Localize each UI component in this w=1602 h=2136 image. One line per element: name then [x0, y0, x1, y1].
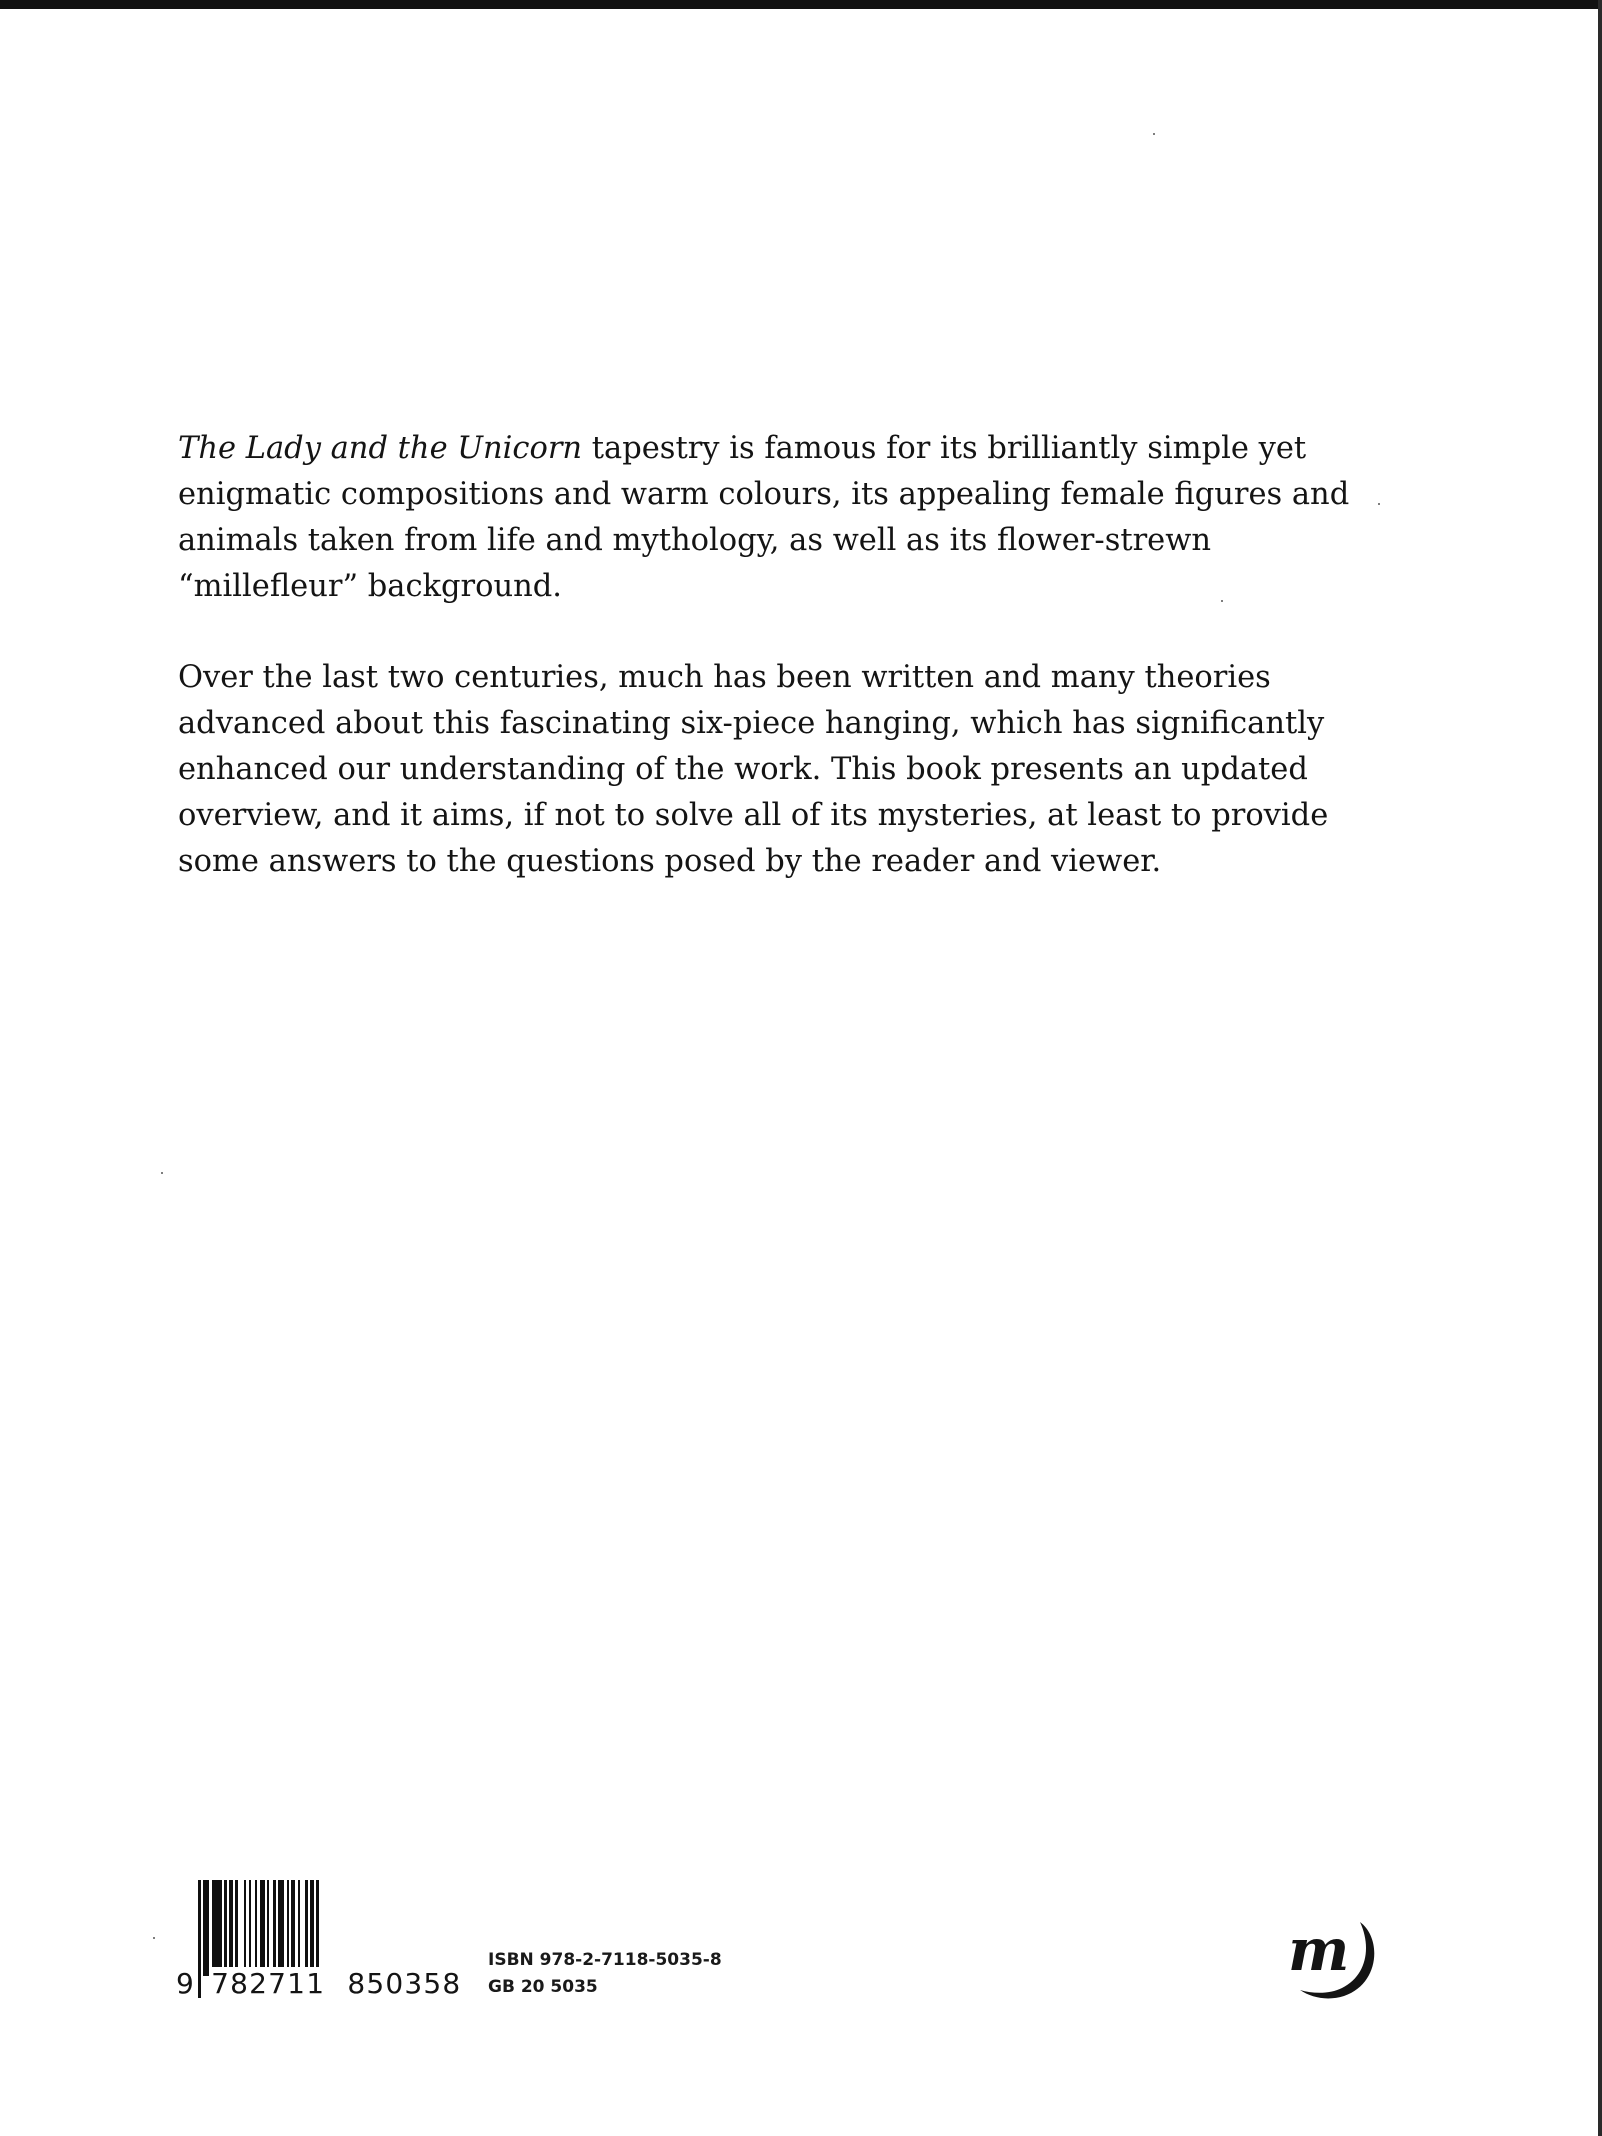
barcode-bar: [212, 1880, 222, 1976]
barcode-bar: [267, 1880, 269, 1976]
barcode-bar: [291, 1880, 295, 1976]
scan-speck: [161, 1172, 163, 1174]
barcode-bar: [298, 1880, 300, 1976]
barcode-bar: [273, 1880, 276, 1976]
barcode-bar: [229, 1880, 233, 1976]
barcode-bar: [224, 1880, 227, 1976]
barcode-bar: [255, 1880, 257, 1976]
barcode-bar: [235, 1880, 238, 1976]
barcode-bar: [244, 1880, 246, 1976]
blurb-paragraph-2: Over the last two centuries, much has been written and many theories advanced about this fascinating six-piece hanging, which has significantly enhanced our understanding of the work. This book presents an updated overview, and it aims, if not to solve all of its mysteries, at least to provide some answers to the questions posed by the reader and viewer.: [178, 660, 1329, 879]
right-edge-rule: [1598, 0, 1602, 2136]
catalogue-code: GB 20 5035: [488, 1977, 598, 1997]
barcode-bar: [305, 1880, 308, 1976]
barcode: [176, 1880, 466, 2002]
barcode-digits: [176, 1968, 466, 2000]
back-cover-blurb: [178, 426, 1360, 930]
publisher-logo-icon: [1284, 1912, 1380, 2004]
barcode-digit-group-2: 850358: [347, 1967, 462, 2000]
isbn-number: ISBN 978-2-7118-5035-8: [488, 1950, 722, 1970]
barcode-bar: [278, 1880, 284, 1976]
barcode-digit-group-1: 782711: [211, 1967, 326, 2000]
isbn-block: [488, 1947, 722, 2001]
barcode-bar: [203, 1880, 209, 1976]
top-edge-rule: [0, 0, 1602, 9]
book-title-italic: The Lady and the Unicorn: [178, 431, 583, 466]
scan-speck: [153, 1937, 155, 1939]
scan-speck: [1378, 503, 1380, 505]
barcode-bar: [310, 1880, 314, 1976]
blurb-paragraph-1-text: tapestry is famous for its brilliantly simple yet enigmatic compositions and warm colours, its appealing female figures and animals taken from life and mythology, as well as its flower-strewn “millefleur” background.: [178, 431, 1350, 604]
barcode-bar: [287, 1880, 289, 1976]
scan-speck: [1153, 133, 1155, 135]
svg-text:m: m: [1288, 1916, 1350, 1984]
barcode-lead-digit: 9: [176, 1967, 196, 2000]
blurb-paragraph-1: [178, 426, 1360, 610]
barcode-bar: [249, 1880, 251, 1976]
